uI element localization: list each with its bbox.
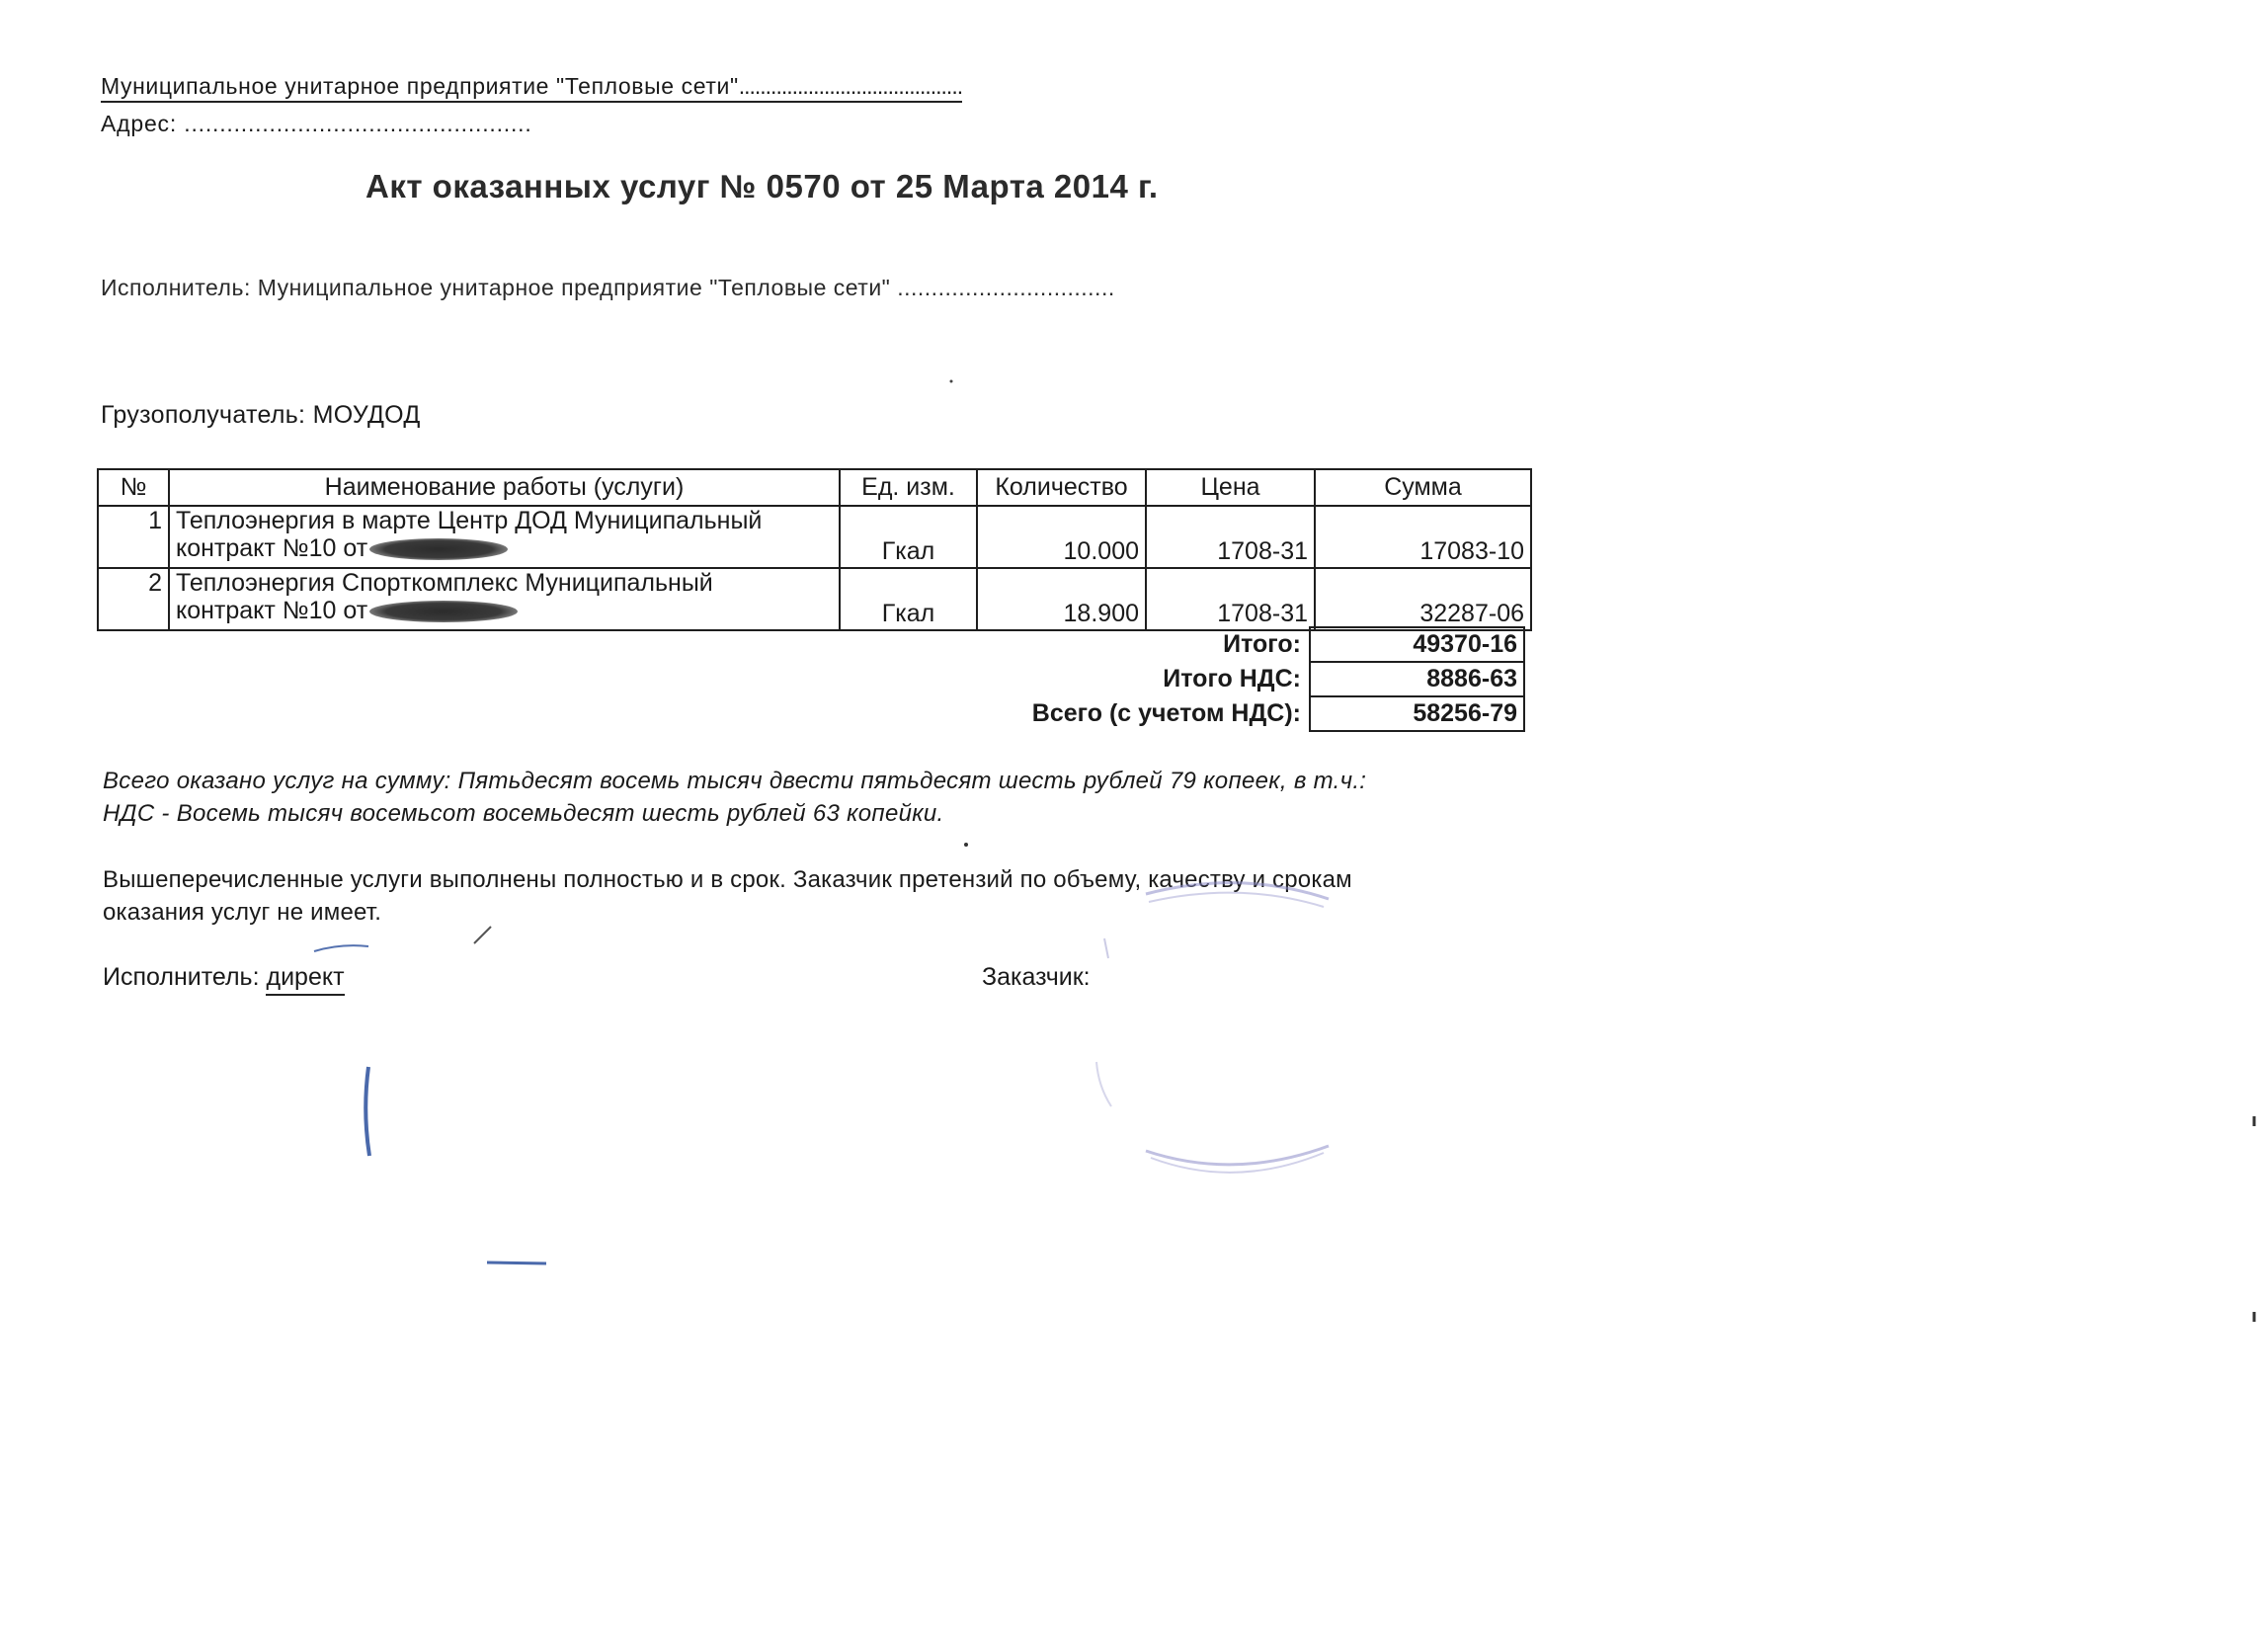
total-label: Итого: [1223,630,1301,658]
header-unit: Ед. изм. [840,469,977,506]
consignee-label: Грузополучатель: [101,401,306,429]
row-no: 1 [98,506,169,568]
stamp-arc-top-inner [1149,893,1324,907]
row-unit: Гкал [840,506,977,568]
pen-stroke-top [314,945,368,951]
row-quantity: 18.900 [977,568,1146,630]
row-price: 1708-31 [1146,568,1315,630]
row-quantity: 10.000 [977,506,1146,568]
row-unit: Гкал [840,568,977,630]
grand-total-value: 58256-79 [1310,696,1524,731]
row-name-line2-text: контракт №10 от [176,534,368,562]
row-no: 2 [98,568,169,630]
executor-signature-name: директ [266,963,344,996]
row-name-line1: Теплоэнергия Спорткомплекс Муниципальный [176,569,713,597]
pen-stroke-slash [474,927,491,943]
total-value: 49370-16 [1310,627,1524,662]
executor-dots: ................................ [897,275,1115,300]
pen-stroke-bottom [487,1262,546,1263]
stamp-arc-left [1096,1062,1111,1106]
address-label: Адрес: [101,111,178,136]
sum-in-words-line1: Всего оказано услуг на сумму: Пятьдесят восемь тысяч двести пятьдесят шесть рублей 79 копеек, в т.ч.: [103,768,1367,794]
document-title: Акт оказанных услуг № 0570 от 25 Марта 2014 г. [365,168,1159,204]
header-name: Наименование работы (услуги) [169,469,840,506]
executor-signature-label: Исполнитель: [103,963,260,991]
row-price: 1708-31 [1146,506,1315,568]
vat-label: Итого НДС: [1163,665,1301,692]
consignee-value: МОУДОД [312,401,421,429]
vat-value: 8886-63 [1310,662,1524,696]
customer-signature-line: Заказчик: [982,963,1091,991]
row-name-line2-text: контракт №10 от [176,597,368,624]
header-no: № [98,469,169,506]
sum-in-words-line2: НДС - Восемь тысяч восемьсот восемьдесят шесть рублей 63 копейки. [103,800,944,827]
header-organization-name: Муниципальное унитарное предприятие "Тепловые сети" [101,73,739,99]
header-organization-dots: .......................................... [738,73,963,99]
row-sum: 32287-06 [1315,568,1531,630]
header-price: Цена [1146,469,1315,506]
executor-value: Муниципальное унитарное предприятие "Тепловые сети" [257,275,891,300]
statement-line1: Вышеперечисленные услуги выполнены полностью и в срок. Заказчик претензий по объему, качеству и срокам [103,866,1352,893]
speck-dot [964,843,968,847]
pen-stroke-vertical [365,1067,369,1156]
row-sum: 17083-10 [1315,506,1531,568]
stamp-tick [1104,938,1108,958]
speck-dot [950,380,953,383]
row-name-line1: Теплоэнергия в марте Центр ДОД Муниципальный [176,507,763,534]
grand-total-label: Всего (с учетом НДС): [1031,699,1301,727]
header-sum: Сумма [1315,469,1531,506]
statement-line2: оказания услуг не имеет. [103,899,382,926]
header-quantity: Количество [977,469,1146,506]
executor-label: Исполнитель: [101,275,251,300]
address-dots: ................................................. [184,111,532,136]
